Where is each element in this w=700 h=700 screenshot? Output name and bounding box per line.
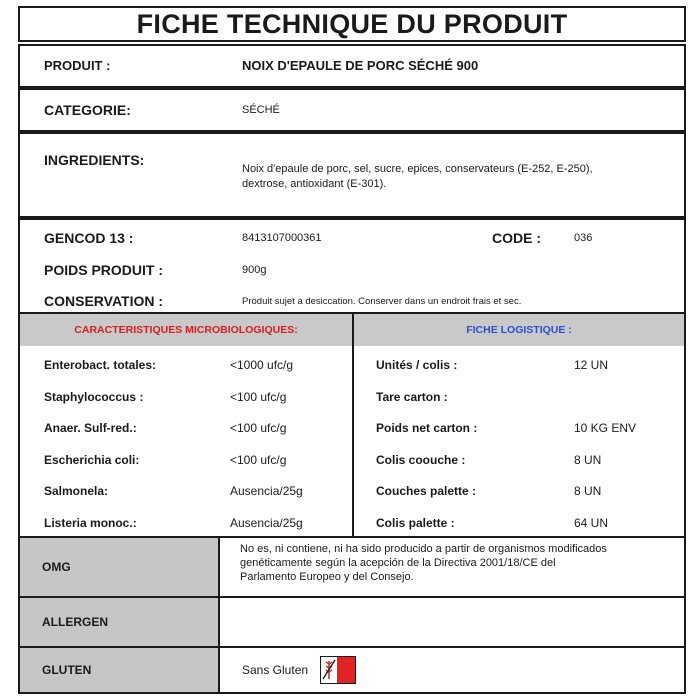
categorie-value: SÉCHÉ bbox=[242, 104, 280, 116]
omg-line-3: Parlamento Europeo y del Consejo. bbox=[240, 571, 414, 583]
logistique-section bbox=[352, 312, 686, 538]
micro-row-value: <100 ufc/g bbox=[230, 421, 287, 435]
gluten-label: GLUTEN bbox=[42, 663, 92, 677]
micro-section bbox=[18, 312, 354, 538]
micro-row-value: <100 ufc/g bbox=[230, 390, 287, 404]
logistique-row-label: Colis coouche : bbox=[376, 453, 466, 467]
micro-row-value: Ausencia/25g bbox=[230, 516, 303, 530]
logistique-row-value: 64 UN bbox=[574, 516, 609, 530]
produit-value: NOIX D'EPAULE DE PORC SÉCHÉ 900 bbox=[242, 58, 479, 73]
conservation-label: CONSERVATION : bbox=[44, 293, 164, 309]
gluten-free-icon bbox=[320, 656, 356, 684]
logistique-row-value: 8 UN bbox=[574, 453, 602, 467]
categorie-label: CATEGORIE: bbox=[44, 102, 131, 118]
product-sheet bbox=[18, 6, 686, 694]
ingredients-line-2: dextrose, antioxidant (E-301). bbox=[242, 178, 387, 190]
gencod-value: 8413107000361 bbox=[242, 232, 322, 244]
ingredients-label: INGREDIENTS: bbox=[44, 152, 145, 168]
micro-row-label: Escherichia coli: bbox=[44, 453, 140, 467]
gluten-section bbox=[18, 646, 686, 694]
omg-label: OMG bbox=[42, 560, 71, 574]
omg-line-2: genéticamente según la acepción de la Directiva 2001/18/CE del bbox=[240, 557, 556, 569]
code-label: CODE : bbox=[492, 230, 541, 246]
code-value: 036 bbox=[574, 232, 593, 244]
logistique-row-value: 12 UN bbox=[574, 358, 609, 372]
omg-section bbox=[18, 536, 686, 598]
micro-row-label: Listeria monoc.: bbox=[44, 516, 137, 530]
produit-label: PRODUIT : bbox=[44, 58, 111, 73]
micro-row-value: <1000 ufc/g bbox=[230, 358, 294, 372]
omg-line-1: No es, ni contiene, ni ha sido producido a partir de organismos modificados bbox=[240, 543, 607, 555]
micro-row-value: Ausencia/25g bbox=[230, 484, 303, 498]
micro-row-label: Enterobact. totales: bbox=[44, 358, 157, 372]
categorie-section bbox=[18, 88, 686, 132]
allergen-label: ALLERGEN bbox=[42, 615, 108, 629]
logistique-header: FICHE LOGISTIQUE : bbox=[354, 314, 684, 346]
logistique-row-label: Couches palette : bbox=[376, 484, 477, 498]
logistique-row-value: 10 KG ENV bbox=[574, 421, 637, 435]
logistique-row-label: Colis palette : bbox=[376, 516, 455, 530]
micro-header: CARACTERISTIQUES MICROBIOLOGIQUES: bbox=[20, 314, 352, 346]
page-title: FICHE TECHNIQUE DU PRODUIT bbox=[18, 6, 686, 42]
logistique-row-label: Poids net carton : bbox=[376, 421, 478, 435]
logistique-row-value: 8 UN bbox=[574, 484, 602, 498]
logistique-row-label: Tare carton : bbox=[376, 390, 448, 404]
gluten-value: Sans Gluten bbox=[242, 663, 309, 677]
micro-row-label: Anaer. Sulf-red.: bbox=[44, 421, 137, 435]
ingredients-line-1: Noix d'epaule de porc, sel, sucre, epices, conservateurs (E-252, E-250), bbox=[242, 163, 593, 175]
micro-row-value: <100 ufc/g bbox=[230, 453, 287, 467]
allergen-section bbox=[18, 596, 686, 648]
gencod-label: GENCOD 13 : bbox=[44, 230, 134, 246]
logistique-row-label: Unités / colis : bbox=[376, 358, 458, 372]
poids-value: 900g bbox=[242, 264, 267, 276]
micro-row-label: Staphylococcus : bbox=[44, 390, 144, 404]
conservation-value: Produit sujet a desiccation. Conserver dans un endroit frais et sec. bbox=[242, 296, 522, 307]
ingredients-section bbox=[18, 132, 686, 218]
micro-row-label: Salmonela: bbox=[44, 484, 109, 498]
identification-section bbox=[18, 218, 686, 314]
poids-label: POIDS PRODUIT : bbox=[44, 262, 164, 278]
produit-section bbox=[18, 44, 686, 88]
